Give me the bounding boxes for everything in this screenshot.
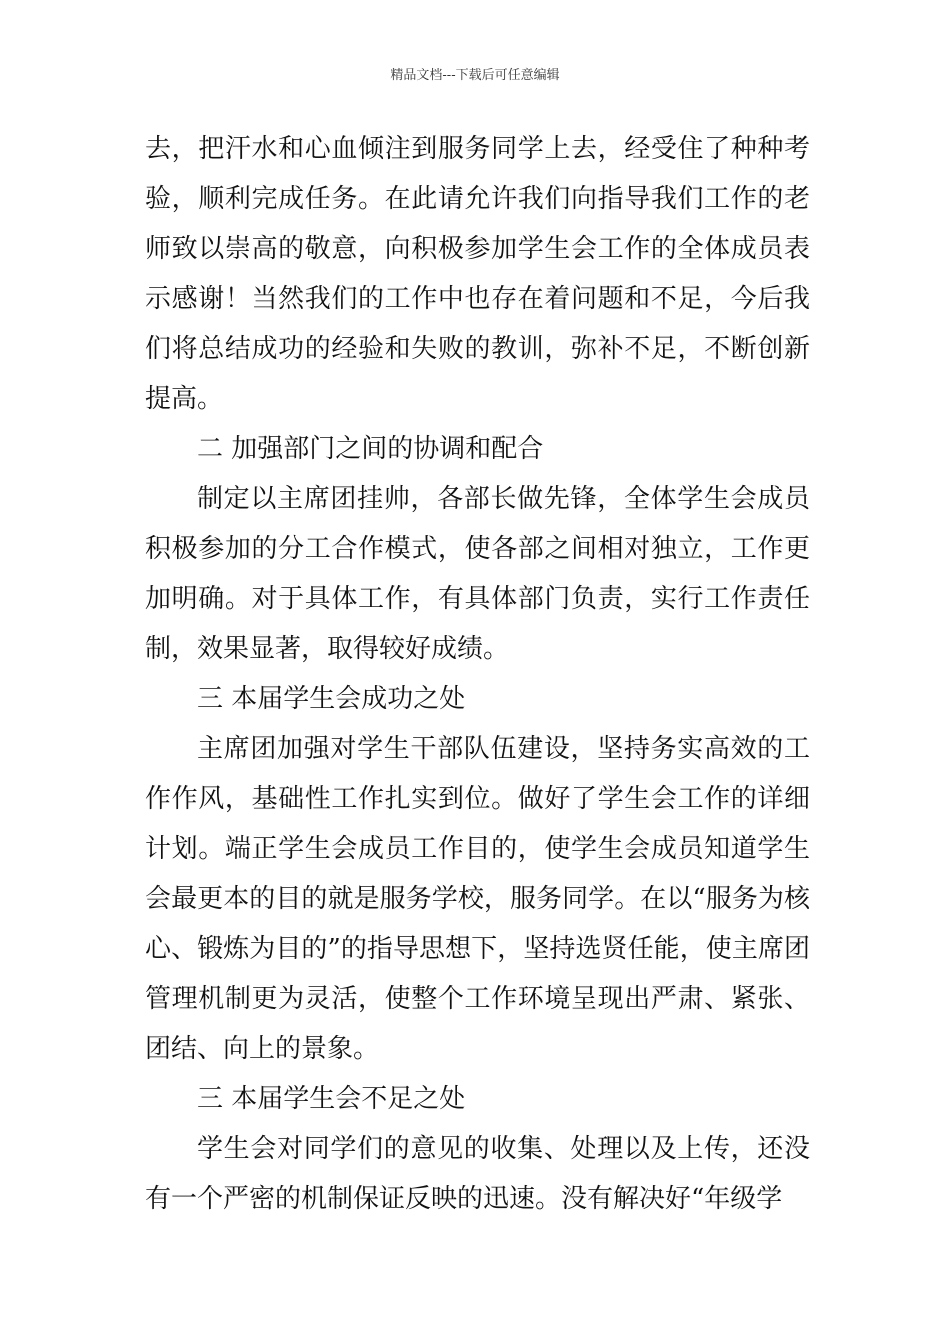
section-heading-successes: 三 本届学生会成功之处 (197, 684, 466, 714)
page-header: 精品文档---下载后可任意编辑 (390, 68, 560, 83)
paragraph-shortcomings: 学生会对同学们的意见的收集、处理以及上传，还没有一个严密的机制保证反映的迅速。没有解决好“年级学 (145, 1134, 810, 1214)
section-heading-shortcomings: 三 本届学生会不足之处 (197, 1084, 466, 1114)
document-body (145, 124, 810, 1224)
paragraph-summary: 去，把汗水和心血倾注到服务同学上去，经受住了种种考验，顺利完成任务。在此请允许我们向指导我们工作的老师致以崇高的敬意，向积极参加学生会工作的全体成员表示感谢！当然我们的工作中也存在着问题和不足，今后我们将总结成功的经验和失败的教训，弥补不足，不断创新提高。 (145, 134, 810, 414)
paragraph-coordination: 制定以主席团挂帅，各部长做先锋，全体学生会成员积极参加的分工合作模式，使各部之间相对独立，工作更加明确。对于具体工作，有具体部门负责，实行工作责任制，效果显著，取得较好成绩。 (145, 484, 810, 664)
section-heading-coordination: 二 加强部门之间的协调和配合 (197, 434, 544, 464)
paragraph-successes: 主席团加强对学生干部队伍建设，坚持务实高效的工作作风，基础性工作扎实到位。做好了学生会工作的详细计划。端正学生会成员工作目的，使学生会成员知道学生会最更本的目的就是服务学校，服务同学。在以“服务为核心、锻炼为目的”的指导思想下，坚持选贤任能，使主席团管理机制更为灵活，使整个工作环境呈现出严肃、紧张、团结、向上的景象。 (145, 734, 810, 1064)
